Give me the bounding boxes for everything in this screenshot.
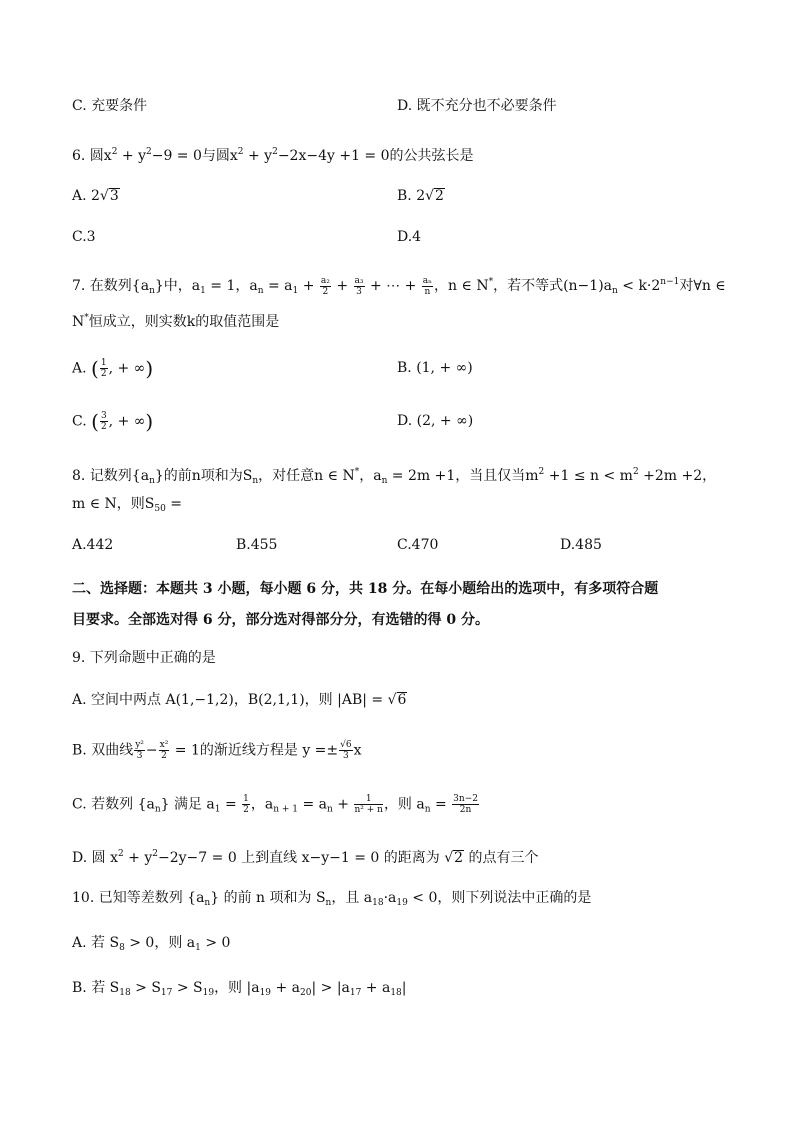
q8-option-a: A.442	[72, 537, 114, 553]
q6-option-d: D.4	[397, 229, 422, 245]
q6-stem: 6. 圆$x^2 + y^2-9 = 0$与圆$x^2 + y^2-2x-4y +1 = 0$的公共弦长是	[72, 147, 474, 164]
section2-heading-line1: 二、选择题：本题共 3 小题，每小题 6 分，共 18 分。在每小题给出的选项中，有多项符合题	[72, 581, 659, 597]
q9-stem: 9. 下列命题中正确的是	[72, 650, 216, 666]
q5-option-d: D. 既不充分也不必要条件	[397, 98, 557, 114]
q7-stem-line1: 7. 在数列$\{a_n\}$中，$a_1 = 1$，$a_n = a_1$ + $\frac{\text{a₂}}{2}$ + $\frac{\text{a₃}}{3}$ + ⋯ + $\frac{\text{aₙ}}{n}$ ，n ∈ N*，若不等式$(n-1)a_n < k\cdot 2^{n-1}$对∀n ∈	[72, 275, 726, 297]
q6-option-c: C.3	[72, 229, 96, 245]
q7-option-d: D. (2, + ∞)	[397, 413, 474, 429]
q8-stem-line1: 8. 记数列$\{a_n\}$的前n项和为$S_n$，对任意n ∈ N*，$a_n = 2m +1$，当且仅当$m^2 +1 \le n < m^2 +2m +2$，	[72, 467, 717, 486]
q8-stem-line2: m ∈ N，则$S_{50}$ =	[72, 496, 183, 514]
q9-option-b: B. 双曲线 $\frac{\text{y²}}{3}$ − $\frac{\text{x²}}{2}$ = 1的渐近线方程是 y =± $\frac{√6}{3}$ x	[72, 740, 362, 761]
q9-option-d: D. 圆 $x^2 + y^2-2y-7 = 0$ 上到直线 x−y−1 = 0 的距离为 √2 的点有三个	[72, 849, 539, 866]
q7-option-a: A. ( $\frac{1}{2}$ , + ∞)	[72, 356, 154, 381]
q7-option-c: C. ( $\frac{3}{2}$ , + ∞)	[72, 409, 154, 434]
q8-option-d: D.485	[560, 537, 602, 553]
q8-option-c: C.470	[397, 537, 439, 553]
section2-heading-line2: 目要求。全部选对得 6 分，部分选对得部分分，有选错的得 0 分。	[72, 612, 489, 628]
q9-option-a: A. 空间中两点 A(1,−1,2)，B(2,1,1)，则 |AB| = √6	[72, 692, 407, 708]
q10-option-b: B. 若 $S_{18} > S_{17} > S_{19}$，则 $|a_{19} + a_{20}| > |a_{17} + a_{18}|$	[72, 980, 407, 998]
q7-stem-line2: N*恒成立，则实数k的取值范围是	[72, 313, 280, 330]
q10-option-a: A. 若 $S_8 > 0$，则 $a_1 > 0$	[72, 935, 231, 953]
q9-option-c: C. 若数列 $\{a_n\}$ 满足 $a_1$ = $\frac{1}{2}$ ，$a_{n + 1} = a_n$ + $\frac{1}{\text{n² + n}}$ ，则 $a_n$ = $\frac{3n-2}{2n}$	[72, 794, 478, 815]
q7-option-b: B. (1, + ∞)	[397, 360, 473, 376]
q5-option-c: C. 充要条件	[72, 98, 148, 114]
q6-option-b: B. 2√2	[397, 188, 444, 204]
q6-option-a: A. 2√3	[72, 188, 119, 204]
q8-option-b: B.455	[236, 537, 278, 553]
q10-stem: 10. 已知等差数列 $\{a_n\}$ 的前 n 项和为 $S_n$，且 $a_{18}\cdot a_{19} < 0$，则下列说法中正确的是	[72, 890, 592, 908]
